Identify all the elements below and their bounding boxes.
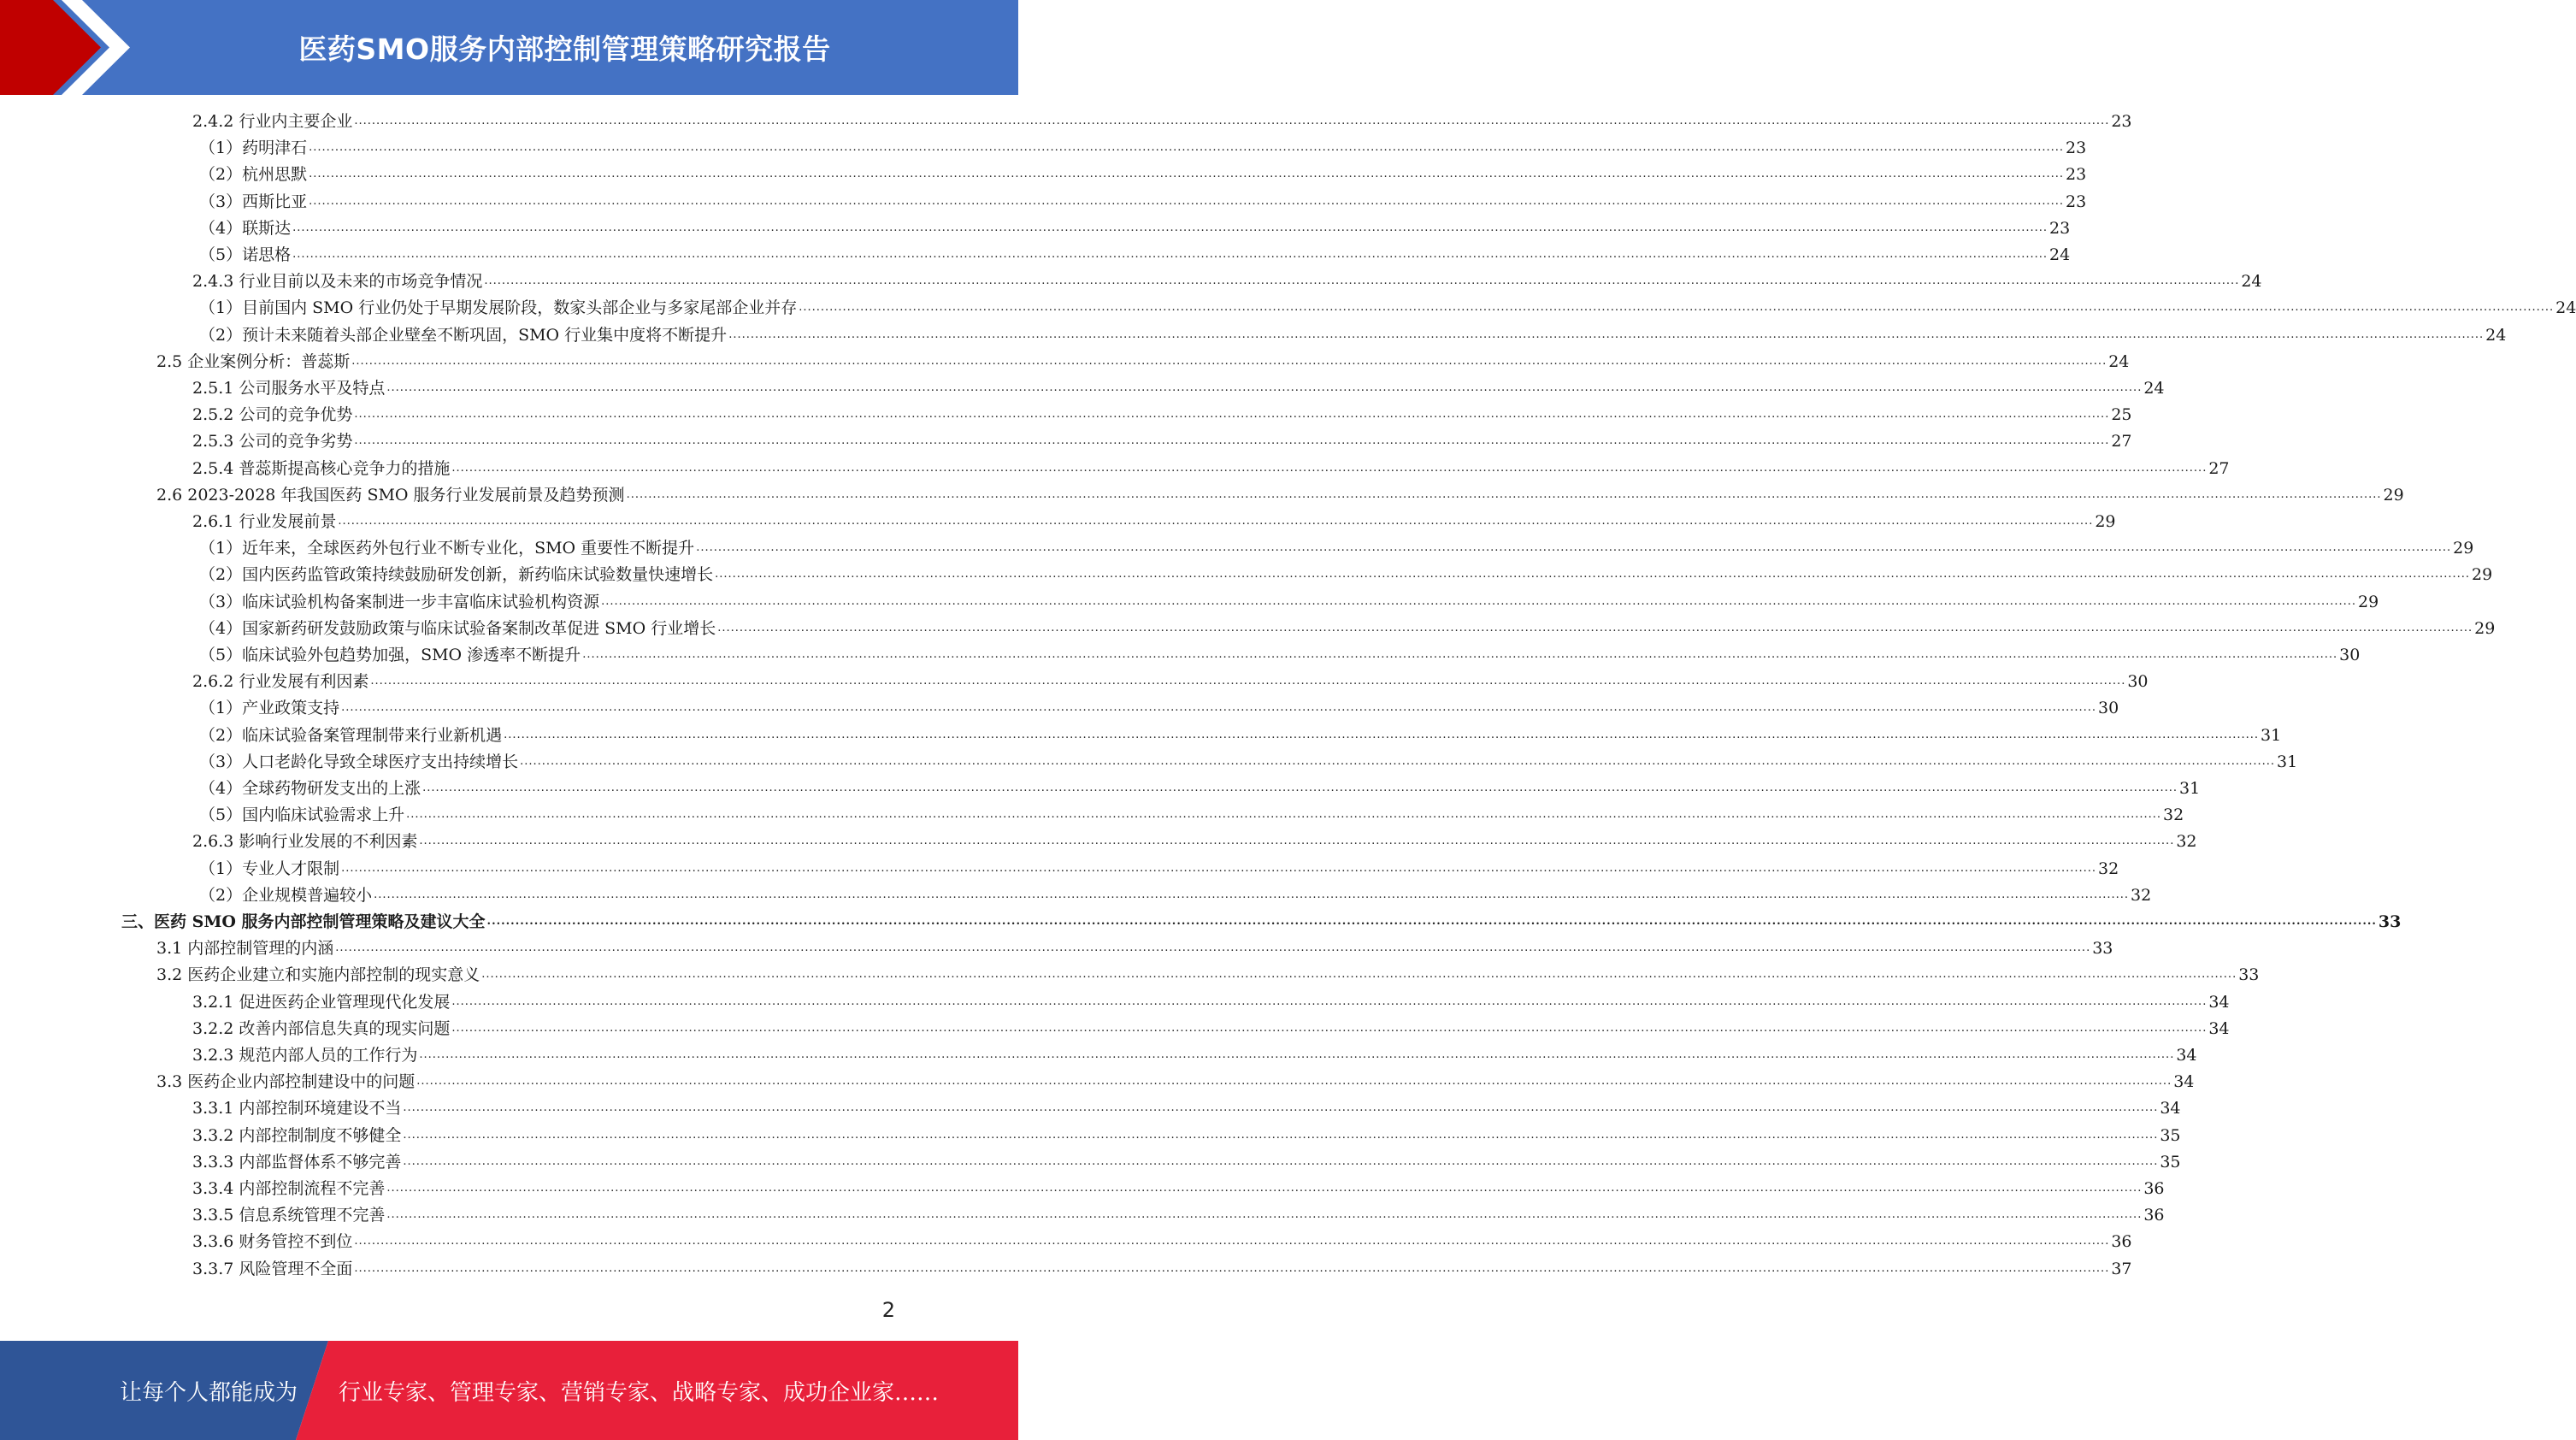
toc-entry-page: 31: [2277, 752, 2298, 771]
toc-entry[interactable]: [192, 1230, 2132, 1254]
toc-leader-dots: ................................................................................................................................................................................................................................................................................................................................................................................................................: [486, 915, 2377, 928]
toc-entry[interactable]: [192, 670, 2149, 693]
toc-entry-title: 3.2.3 规范内部人员的工作行为: [192, 1046, 418, 1065]
toc-entry[interactable]: [192, 1257, 2132, 1281]
toc-leader-dots: ................................................................................................................................................................................................................................................................................................................................................................................................................: [504, 728, 2260, 741]
toc-leader-dots: ................................................................................................................................................................................................................................................................................................................................................................................................................: [309, 194, 2065, 208]
toc-entry-title: （3）临床试验机构备案制进一步丰富临床试验机构资源: [199, 592, 600, 611]
toc-entry-page: 29: [2358, 592, 2379, 611]
toc-entry-page: 24: [2049, 245, 2071, 264]
report-title: 医药SMO服务内部控制管理策略研究报告: [298, 32, 831, 66]
toc-entry-title: （3）西斯比亚: [199, 192, 308, 211]
toc-leader-dots: ................................................................................................................................................................................................................................................................................................................................................................................................................: [309, 168, 2065, 181]
toc-entry[interactable]: [192, 376, 2165, 400]
toc-leader-dots: ................................................................................................................................................................................................................................................................................................................................................................................................................: [626, 487, 2382, 501]
toc-entry-title: （1）专业人才限制: [199, 859, 340, 878]
toc-entry[interactable]: [192, 429, 2132, 453]
toc-entry-title: 2.6.2 行业发展有利因素: [192, 672, 369, 692]
toc-leader-dots: ................................................................................................................................................................................................................................................................................................................................................................................................................: [309, 141, 2065, 155]
toc-entry-page: 32: [2098, 859, 2119, 878]
toc-entry-title: 3.3.2 内部控制制度不够健全: [192, 1125, 402, 1145]
toc-leader-dots: ................................................................................................................................................................................................................................................................................................................................................................................................................: [717, 621, 2473, 634]
toc-entry-page: 32: [2176, 832, 2197, 852]
toc-leader-dots: ................................................................................................................................................................................................................................................................................................................................................................................................................: [403, 1154, 2159, 1168]
toc-entry-title: （4）联斯达: [199, 218, 292, 238]
toc-entry-title: （1）药明津石: [199, 139, 308, 158]
toc-entry[interactable]: [156, 963, 2260, 987]
toc-entry-title: 3.2 医药企业建立和实施内部控制的现实意义: [156, 965, 480, 985]
toc-entry-title: 三、医药 SMO 服务内部控制管理策略及建议大全: [121, 912, 486, 931]
toc-entry[interactable]: [199, 883, 2152, 907]
toc-entry[interactable]: [199, 803, 2184, 827]
toc-entry-title: 2.6.3 影响行业发展的不利因素: [192, 832, 418, 852]
toc-entry-page: 27: [2208, 458, 2230, 478]
toc-leader-dots: ................................................................................................................................................................................................................................................................................................................................................................................................................: [406, 808, 2162, 822]
toc-entry-title: （2）临床试验备案管理制带来行业新机遇: [199, 725, 503, 745]
toc-entry-page: 30: [2127, 672, 2149, 692]
toc-entry[interactable]: [199, 563, 2493, 587]
toc-entry-title: （2）国内医药监管政策持续鼓励研发创新，新药临床试验数量快速增长: [199, 565, 714, 585]
toc-entry[interactable]: [192, 1124, 2181, 1148]
toc-leader-dots: ................................................................................................................................................................................................................................................................................................................................................................................................................: [335, 941, 2091, 955]
toc-entry-title: 2.4.2 行业内主要企业: [192, 112, 353, 131]
toc-leader-dots: ................................................................................................................................................................................................................................................................................................................................................................................................................: [374, 888, 2130, 901]
toc-entry-title: 3.3.1 内部控制环境建设不当: [192, 1099, 402, 1118]
toc-leader-dots: ................................................................................................................................................................................................................................................................................................................................................................................................................: [520, 754, 2276, 768]
toc-entry-title: （2）企业规模普遍较小: [199, 885, 373, 905]
toc-entry-title: 2.5.1 公司服务水平及特点: [192, 379, 386, 398]
toc-entry-title: 3.3.3 内部监督体系不够完善: [192, 1152, 402, 1171]
toc-entry-title: 2.5.2 公司的竞争优势: [192, 405, 353, 425]
toc-entry-title: （5）临床试验外包趋势加强，SMO 渗透率不断提升: [199, 646, 581, 664]
page-number: 2: [881, 1298, 895, 1322]
toc-entry-title: 3.2.1 促进医药企业管理现代化发展: [192, 992, 451, 1012]
toc-entry[interactable]: [199, 723, 2282, 747]
toc-entry-page: 24: [2555, 298, 2576, 318]
toc-entry-title: 3.3.4 内部控制流程不完善: [192, 1179, 386, 1198]
toc-leader-dots: ................................................................................................................................................................................................................................................................................................................................................................................................................: [422, 782, 2178, 794]
toc-entry-title: 2.6.1 行业发展前景: [192, 512, 337, 531]
toc-leader-dots: ................................................................................................................................................................................................................................................................................................................................................................................................................: [728, 328, 2485, 341]
toc-entry-title: （5）国内临床试验需求上升: [199, 806, 405, 825]
toc-entry-page: 33: [2378, 912, 2402, 931]
toc-entry-page: 29: [2474, 618, 2496, 638]
toc-entry-page: 23: [2049, 218, 2071, 238]
toc-entry-page: 37: [2111, 1259, 2132, 1278]
toc-entry[interactable]: [199, 190, 2087, 214]
toc-entry-page: 31: [2261, 725, 2282, 745]
toc-entry[interactable]: [192, 829, 2197, 853]
toc-entry-page: 24: [2143, 379, 2165, 398]
toc-entry-page: 36: [2111, 1232, 2132, 1252]
toc-leader-dots: ................................................................................................................................................................................................................................................................................................................................................................................................................: [292, 248, 2048, 261]
toc-entry-page: 27: [2111, 432, 2132, 451]
toc-leader-dots: ................................................................................................................................................................................................................................................................................................................................................................................................................: [354, 1235, 2110, 1248]
toc-leader-dots: ................................................................................................................................................................................................................................................................................................................................................................................................................: [386, 381, 2143, 394]
toc-entry-page: 30: [2098, 699, 2119, 718]
toc-leader-dots: ................................................................................................................................................................................................................................................................................................................................................................................................................: [292, 221, 2048, 234]
toc-entry-page: 35: [2160, 1152, 2181, 1171]
toc-entry-page: 32: [2163, 806, 2184, 825]
toc-entry-title: 3.3.5 信息系统管理不完善: [192, 1206, 386, 1225]
toc-entry[interactable]: [199, 776, 2201, 800]
toc-leader-dots: ................................................................................................................................................................................................................................................................................................................................................................................................................: [351, 354, 2107, 368]
toc-entry-page: 29: [2453, 539, 2474, 558]
toc-leader-dots: ................................................................................................................................................................................................................................................................................................................................................................................................................: [370, 675, 2126, 688]
toc-entry-page: 34: [2208, 1018, 2230, 1038]
toc-entry-title: 3.3.6 财务管控不到位: [192, 1232, 353, 1252]
toc-entry[interactable]: [199, 296, 2576, 320]
toc-entry-title: 3.2.2 改善内部信息失真的现实问题: [192, 1018, 451, 1038]
toc-entry-title: 2.5.4 普蕊斯提高核心竞争力的措施: [192, 458, 451, 478]
toc-entry-title: 2.6 2023-2028 年我国医药 SMO 服务行业发展前景及趋势预测: [156, 485, 625, 505]
toc-entry[interactable]: [199, 857, 2119, 881]
toc-leader-dots: ................................................................................................................................................................................................................................................................................................................................................................................................................: [354, 1261, 2110, 1275]
footer-banner: [0, 1341, 1018, 1440]
toc-entry-title: （1）目前国内 SMO 行业仍处于早期发展阶段，数家头部企业与多家尾部企业并存: [199, 298, 798, 318]
toc-entry-title: （4）全球药物研发支出的上涨: [199, 779, 421, 798]
toc-entry[interactable]: [192, 1096, 2181, 1120]
toc-entry[interactable]: [156, 936, 2113, 960]
toc-entry-title: （1）产业政策支持: [199, 699, 340, 718]
toc-leader-dots: ................................................................................................................................................................................................................................................................................................................................................................................................................: [403, 1101, 2159, 1115]
toc-leader-dots: ................................................................................................................................................................................................................................................................................................................................................................................................................: [403, 1128, 2159, 1142]
toc-entry-page: 24: [2241, 272, 2262, 292]
toc-leader-dots: ................................................................................................................................................................................................................................................................................................................................................................................................................: [338, 515, 2094, 528]
toc-leader-dots: ................................................................................................................................................................................................................................................................................................................................................................................................................: [715, 568, 2471, 581]
toc-entry[interactable]: [192, 403, 2132, 427]
toc-entry-title: （3）人口老龄化导致全球医疗支出持续增长: [199, 752, 519, 771]
toc-entry[interactable]: [192, 1203, 2165, 1227]
toc-entry-page: 36: [2143, 1206, 2165, 1225]
toc-entry[interactable]: [192, 109, 2132, 133]
toc-entry-page: 36: [2143, 1179, 2165, 1198]
toc-entry[interactable]: [192, 269, 2262, 293]
toc-entry-title: （2）预计未来随着头部企业壁垒不断巩固，SMO 行业集中度将不断提升: [199, 325, 728, 345]
toc-leader-dots: ................................................................................................................................................................................................................................................................................................................................................................................................................: [386, 1208, 2143, 1222]
toc-leader-dots: ................................................................................................................................................................................................................................................................................................................................................................................................................: [341, 861, 2097, 875]
toc-entry-title: （5）诺思格: [199, 245, 292, 264]
toc-entry-page: 23: [2066, 192, 2087, 211]
toc-entry[interactable]: [192, 1150, 2181, 1174]
toc-entry[interactable]: [199, 643, 2361, 667]
toc-entry-page: 23: [2066, 139, 2087, 158]
toc-entry-page: 33: [2092, 939, 2113, 959]
toc-entry[interactable]: [199, 617, 2496, 640]
toc-entry-page: 30: [2339, 646, 2361, 664]
toc-entry[interactable]: [156, 483, 2404, 507]
toc-leader-dots: ................................................................................................................................................................................................................................................................................................................................................................................................................: [419, 1048, 2175, 1061]
toc-entry-page: 35: [2160, 1125, 2181, 1145]
toc-entry-title: （1）近年来，全球医药外包行业不断专业化，SMO 重要性不断提升: [199, 539, 695, 558]
toc-entry-page: 24: [2108, 351, 2130, 371]
toc-leader-dots: ................................................................................................................................................................................................................................................................................................................................................................................................................: [354, 115, 2110, 127]
toc-leader-dots: ................................................................................................................................................................................................................................................................................................................................................................................................................: [451, 1021, 2208, 1035]
toc-entry-title: 3.3 医药企业内部控制建设中的问题: [156, 1072, 416, 1092]
toc-entry-title: 2.5 企业案例分析：普蕊斯: [156, 351, 351, 371]
toc-entry[interactable]: [121, 910, 2402, 934]
toc-entry-title: 3.1 内部控制管理的内涵: [156, 939, 334, 959]
toc-entry[interactable]: [192, 1043, 2197, 1067]
toc-entry-page: 24: [2485, 325, 2507, 345]
toc-leader-dots: ................................................................................................................................................................................................................................................................................................................................................................................................................: [696, 541, 2452, 555]
toc-entry[interactable]: [156, 350, 2130, 374]
toc-entry-page: 31: [2179, 779, 2201, 798]
toc-entry-page: 34: [2208, 992, 2230, 1012]
toc-entry[interactable]: [199, 590, 2379, 614]
toc-leader-dots: ................................................................................................................................................................................................................................................................................................................................................................................................................: [341, 701, 2097, 715]
toc-entry[interactable]: [199, 136, 2087, 160]
toc-entry-page: 34: [2160, 1099, 2181, 1118]
toc-entry-title: （4）国家新药研发鼓励政策与临床试验备案制改革促进 SMO 行业增长: [199, 618, 716, 638]
toc-leader-dots: ................................................................................................................................................................................................................................................................................................................................................................................................................: [419, 835, 2175, 848]
toc-leader-dots: ................................................................................................................................................................................................................................................................................................................................................................................................................: [601, 594, 2357, 608]
toc-entry-page: 29: [2383, 485, 2404, 505]
toc-entry[interactable]: [199, 216, 2071, 240]
toc-leader-dots: ................................................................................................................................................................................................................................................................................................................................................................................................................: [451, 461, 2208, 475]
toc-entry-page: 33: [2238, 965, 2260, 985]
toc-entry-title: 3.3.7 风险管理不全面: [192, 1259, 353, 1278]
toc-leader-dots: ................................................................................................................................................................................................................................................................................................................................................................................................................: [386, 1182, 2143, 1195]
toc-leader-dots: ................................................................................................................................................................................................................................................................................................................................................................................................................: [582, 648, 2338, 661]
footer-slogan-left: 让每个人都能成为: [120, 1379, 298, 1406]
toc-leader-dots: ................................................................................................................................................................................................................................................................................................................................................................................................................: [451, 994, 2208, 1008]
toc-entry[interactable]: [199, 323, 2507, 347]
toc-entry-title: 2.4.3 行业目前以及未来的市场竞争情况: [192, 272, 483, 292]
toc-entry[interactable]: [156, 1070, 2195, 1094]
toc-entry[interactable]: [192, 457, 2230, 481]
toc-entry-page: 23: [2066, 165, 2087, 185]
toc-leader-dots: ................................................................................................................................................................................................................................................................................................................................................................................................................: [354, 434, 2110, 448]
toc-leader-dots: ................................................................................................................................................................................................................................................................................................................................................................................................................: [481, 968, 2237, 982]
header-banner: [0, 0, 1018, 95]
toc-leader-dots: ................................................................................................................................................................................................................................................................................................................................................................................................................: [484, 274, 2240, 288]
toc-leader-dots: ................................................................................................................................................................................................................................................................................................................................................................................................................: [799, 301, 2555, 315]
toc-entry[interactable]: [199, 243, 2071, 267]
toc-entry[interactable]: [199, 750, 2298, 774]
toc-entry-page: 29: [2095, 512, 2116, 531]
toc-entry[interactable]: [192, 990, 2230, 1014]
toc-entry-page: 29: [2472, 565, 2493, 585]
toc-entry-page: 32: [2131, 885, 2152, 905]
toc-entry-title: （2）杭州思默: [199, 165, 308, 185]
toc-entry[interactable]: [192, 1017, 2230, 1041]
toc-entry-page: 34: [2173, 1072, 2195, 1092]
toc-entry[interactable]: [199, 696, 2119, 720]
footer-slogan-right: 行业专家、管理专家、营销专家、战略专家、成功企业家……: [339, 1379, 940, 1406]
toc-entry[interactable]: [199, 536, 2474, 560]
toc-entry-page: 25: [2111, 405, 2132, 425]
toc-entry-title: 2.5.3 公司的竞争劣势: [192, 432, 353, 451]
toc-entry[interactable]: [192, 510, 2116, 534]
toc-leader-dots: ................................................................................................................................................................................................................................................................................................................................................................................................................: [354, 408, 2110, 422]
toc-leader-dots: ................................................................................................................................................................................................................................................................................................................................................................................................................: [416, 1075, 2172, 1089]
toc-entry[interactable]: [199, 162, 2087, 186]
toc-entry[interactable]: [192, 1177, 2165, 1201]
toc-entry-page: 23: [2111, 112, 2132, 131]
toc-entry-page: 34: [2176, 1046, 2197, 1065]
